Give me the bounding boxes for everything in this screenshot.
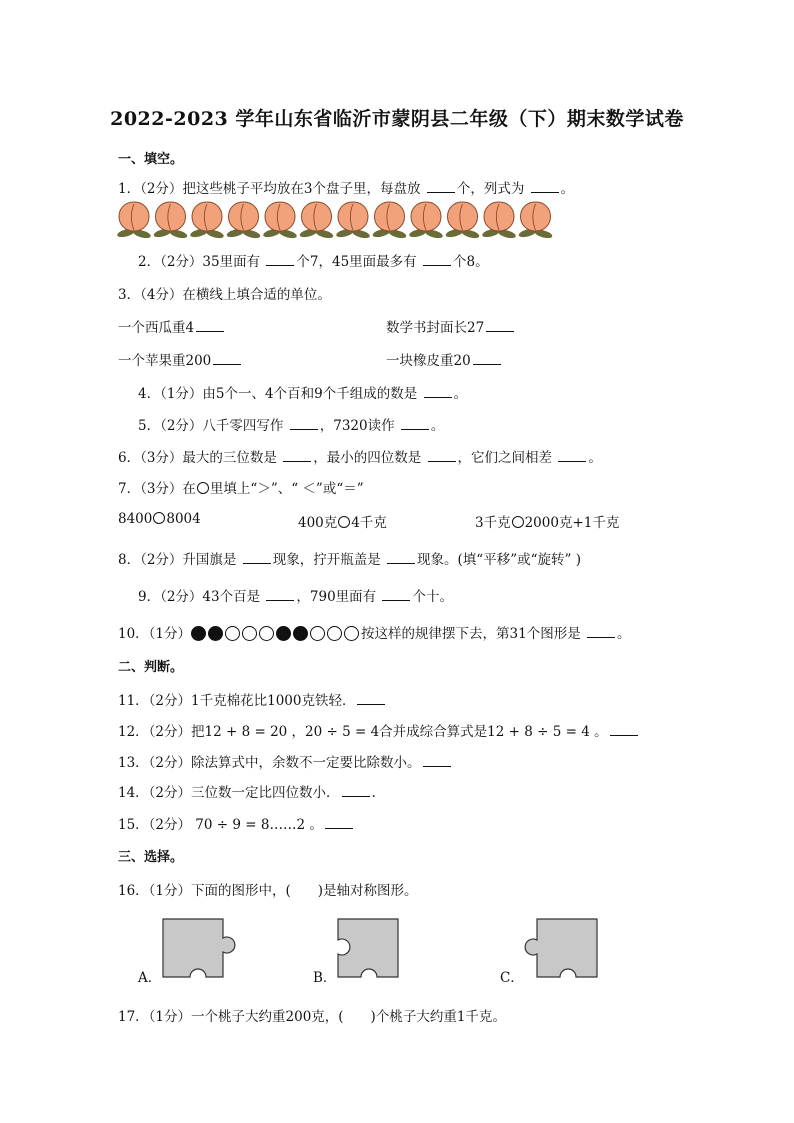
peach-icon — [299, 202, 334, 240]
question-8 — [118, 548, 581, 568]
empty-circle-icon — [327, 626, 342, 641]
peach-row — [116, 199, 561, 241]
question-text: 11．（2分）1千克棉花比1000克铁轻． — [118, 693, 356, 709]
question-3d — [386, 349, 503, 369]
circle-pattern — [191, 626, 361, 642]
answer-blank[interactable] — [428, 449, 456, 462]
section-heading-fill: 一、填空。 — [118, 152, 184, 167]
compare-circle-icon[interactable] — [153, 512, 165, 524]
puzzle-piece-c[interactable] — [522, 916, 602, 980]
question-text: 一个西瓜重4 — [118, 320, 195, 336]
question-7a — [118, 511, 201, 527]
question-text: 2．（2分）35里面有 — [138, 254, 261, 270]
peach-icon — [335, 202, 370, 240]
question-text: 4千克 — [351, 515, 387, 531]
empty-circle-icon — [225, 626, 240, 641]
question-text: 。 — [453, 386, 467, 402]
question-15 — [118, 813, 355, 833]
question-text: 7．（3分）在 — [118, 481, 196, 497]
answer-blank[interactable] — [196, 319, 224, 332]
question-text: 个7，45里面最多有 — [296, 254, 417, 270]
question-4 — [138, 382, 467, 402]
page-title: 2022-2023 学年山东省临沂市蒙阴县二年级（下）期末数学试卷 — [110, 108, 684, 130]
puzzle-piece-a[interactable] — [160, 916, 240, 980]
question-text: ，它们之间相差 — [457, 450, 553, 466]
question-text: 400克 — [298, 515, 338, 531]
question-16: 16．（1分）下面的图形中，( )是轴对称图形。 — [118, 883, 418, 899]
empty-circle-icon — [344, 626, 359, 641]
question-text: 个，列式为 — [456, 181, 525, 197]
question-7b — [298, 511, 387, 531]
question-text: ，790里面有 — [296, 589, 377, 605]
section-heading-choice: 三、选择。 — [118, 850, 184, 865]
filled-circle-icon — [191, 626, 206, 641]
question-text: 。 — [430, 418, 445, 434]
question-13 — [118, 751, 453, 771]
question-text: 里填上“＞”、“ ＜”或“＝” — [209, 481, 364, 497]
peach-icon — [262, 202, 297, 240]
question-text: 4．（1分）由5个一、4个百和9个千组成的数是 — [138, 386, 418, 402]
question-text: 10．（1分） — [118, 626, 192, 642]
question-text: 。 — [560, 181, 575, 197]
question-3a — [118, 316, 226, 336]
option-c-label[interactable]: C． — [500, 970, 524, 986]
option-b-label[interactable]: B． — [313, 970, 337, 986]
question-text: 。 — [588, 450, 602, 466]
question-3b — [386, 316, 516, 336]
question-7c — [475, 511, 619, 531]
answer-blank[interactable] — [342, 784, 370, 797]
question-10 — [118, 622, 631, 642]
question-1 — [118, 177, 574, 197]
empty-circle-icon — [310, 626, 325, 641]
question-text: 个8。 — [452, 254, 489, 270]
question-text: 5．（2分）八千零四写作 — [138, 418, 284, 434]
question-text: 按这样的规律摆下去，第31个图形是 — [361, 626, 581, 642]
filled-circle-icon — [208, 626, 223, 641]
question-text: 。 — [617, 626, 631, 642]
answer-blank[interactable] — [243, 551, 271, 564]
answer-blank[interactable] — [283, 449, 311, 462]
question-text: 现象，拧开瓶盖是 — [272, 552, 381, 568]
compare-circle-icon[interactable] — [338, 516, 350, 528]
question-14 — [118, 781, 376, 801]
answer-blank[interactable] — [610, 723, 638, 736]
question-text: 一个苹果重200 — [118, 353, 212, 369]
section-heading-judge: 二、判断。 — [118, 660, 184, 675]
question-text: . — [371, 785, 376, 801]
question-text: 14．（2分）三位数一定比四位数小． — [118, 785, 340, 801]
answer-blank[interactable] — [423, 253, 451, 266]
answer-blank[interactable] — [473, 352, 501, 365]
answer-blank[interactable] — [382, 588, 410, 601]
peach-icon — [189, 202, 224, 240]
question-7 — [118, 477, 364, 497]
question-text: ，7320读作 — [319, 418, 395, 434]
question-text: 1．（2分）把这些桃子平均放在3个盘子里，每盘放 — [118, 181, 421, 197]
peach-icon — [445, 202, 480, 240]
question-text: 8．（2分）升国旗是 — [118, 552, 237, 568]
question-text: 8004 — [166, 511, 201, 527]
peach-icon — [408, 202, 443, 240]
question-text: 个十。 — [412, 589, 453, 605]
answer-blank[interactable] — [266, 588, 294, 601]
answer-blank[interactable] — [357, 692, 385, 705]
answer-blank[interactable] — [531, 180, 559, 193]
question-text: 9．（2分）43个百是 — [138, 589, 261, 605]
question-text: 12．（2分）把12 + 8 = 20 ，20 ÷ 5 = 4合并成综合算式是12 + 8 ÷ 5 = 4 。 — [118, 724, 608, 740]
answer-blank[interactable] — [325, 816, 353, 829]
question-12 — [118, 720, 640, 740]
question-2 — [138, 250, 489, 270]
question-5 — [138, 414, 444, 434]
circle-symbol-icon — [197, 482, 209, 494]
answer-blank[interactable] — [558, 449, 586, 462]
answer-blank[interactable] — [387, 551, 415, 564]
question-text: 数学书封面长27 — [386, 320, 485, 336]
question-text: 8400 — [118, 511, 153, 527]
filled-circle-icon — [276, 626, 291, 641]
question-11 — [118, 689, 387, 709]
question-6 — [118, 446, 602, 466]
answer-blank[interactable] — [423, 754, 451, 767]
empty-circle-icon — [259, 626, 274, 641]
question-text: 2000克+1千克 — [524, 515, 620, 531]
answer-blank[interactable] — [427, 180, 455, 193]
peach-icon — [518, 202, 553, 240]
question-text: ，最小的四位数是 — [313, 450, 422, 466]
question-text: 13．（2分）除法算式中，余数不一定要比除数小。 — [118, 755, 421, 771]
peach-icon — [116, 202, 151, 240]
empty-circle-icon — [242, 626, 257, 641]
question-text: 15．（2分） 70 ÷ 9 = 8……2 。 — [118, 817, 323, 833]
answer-blank[interactable] — [486, 319, 514, 332]
peach-icon — [153, 202, 188, 240]
answer-blank[interactable] — [424, 385, 452, 398]
question-3c — [118, 349, 243, 369]
peach-icon — [372, 202, 407, 240]
answer-blank[interactable] — [266, 253, 294, 266]
question-17: 17．（1分）一个桃子大约重200克，( )个桃子大约重1千克。 — [118, 1009, 506, 1025]
question-text: 一块橡皮重20 — [386, 353, 471, 369]
peach-icon — [481, 202, 516, 240]
answer-blank[interactable] — [587, 625, 615, 638]
compare-circle-icon[interactable] — [512, 516, 524, 528]
answer-blank[interactable] — [290, 417, 318, 430]
question-text: 6．（3分）最大的三位数是 — [118, 450, 277, 466]
answer-blank[interactable] — [401, 417, 429, 430]
question-text: 现象。(填“平移”或“旋转” ) — [417, 552, 581, 568]
puzzle-piece-b[interactable] — [335, 916, 403, 980]
option-a-label[interactable]: A． — [138, 970, 162, 986]
question-9 — [138, 585, 453, 605]
peach-icon — [226, 202, 261, 240]
question-3: 3．（4分）在横线上填合适的单位。 — [118, 287, 331, 303]
filled-circle-icon — [293, 626, 308, 641]
answer-blank[interactable] — [213, 352, 241, 365]
question-text: 3千克 — [475, 515, 511, 531]
